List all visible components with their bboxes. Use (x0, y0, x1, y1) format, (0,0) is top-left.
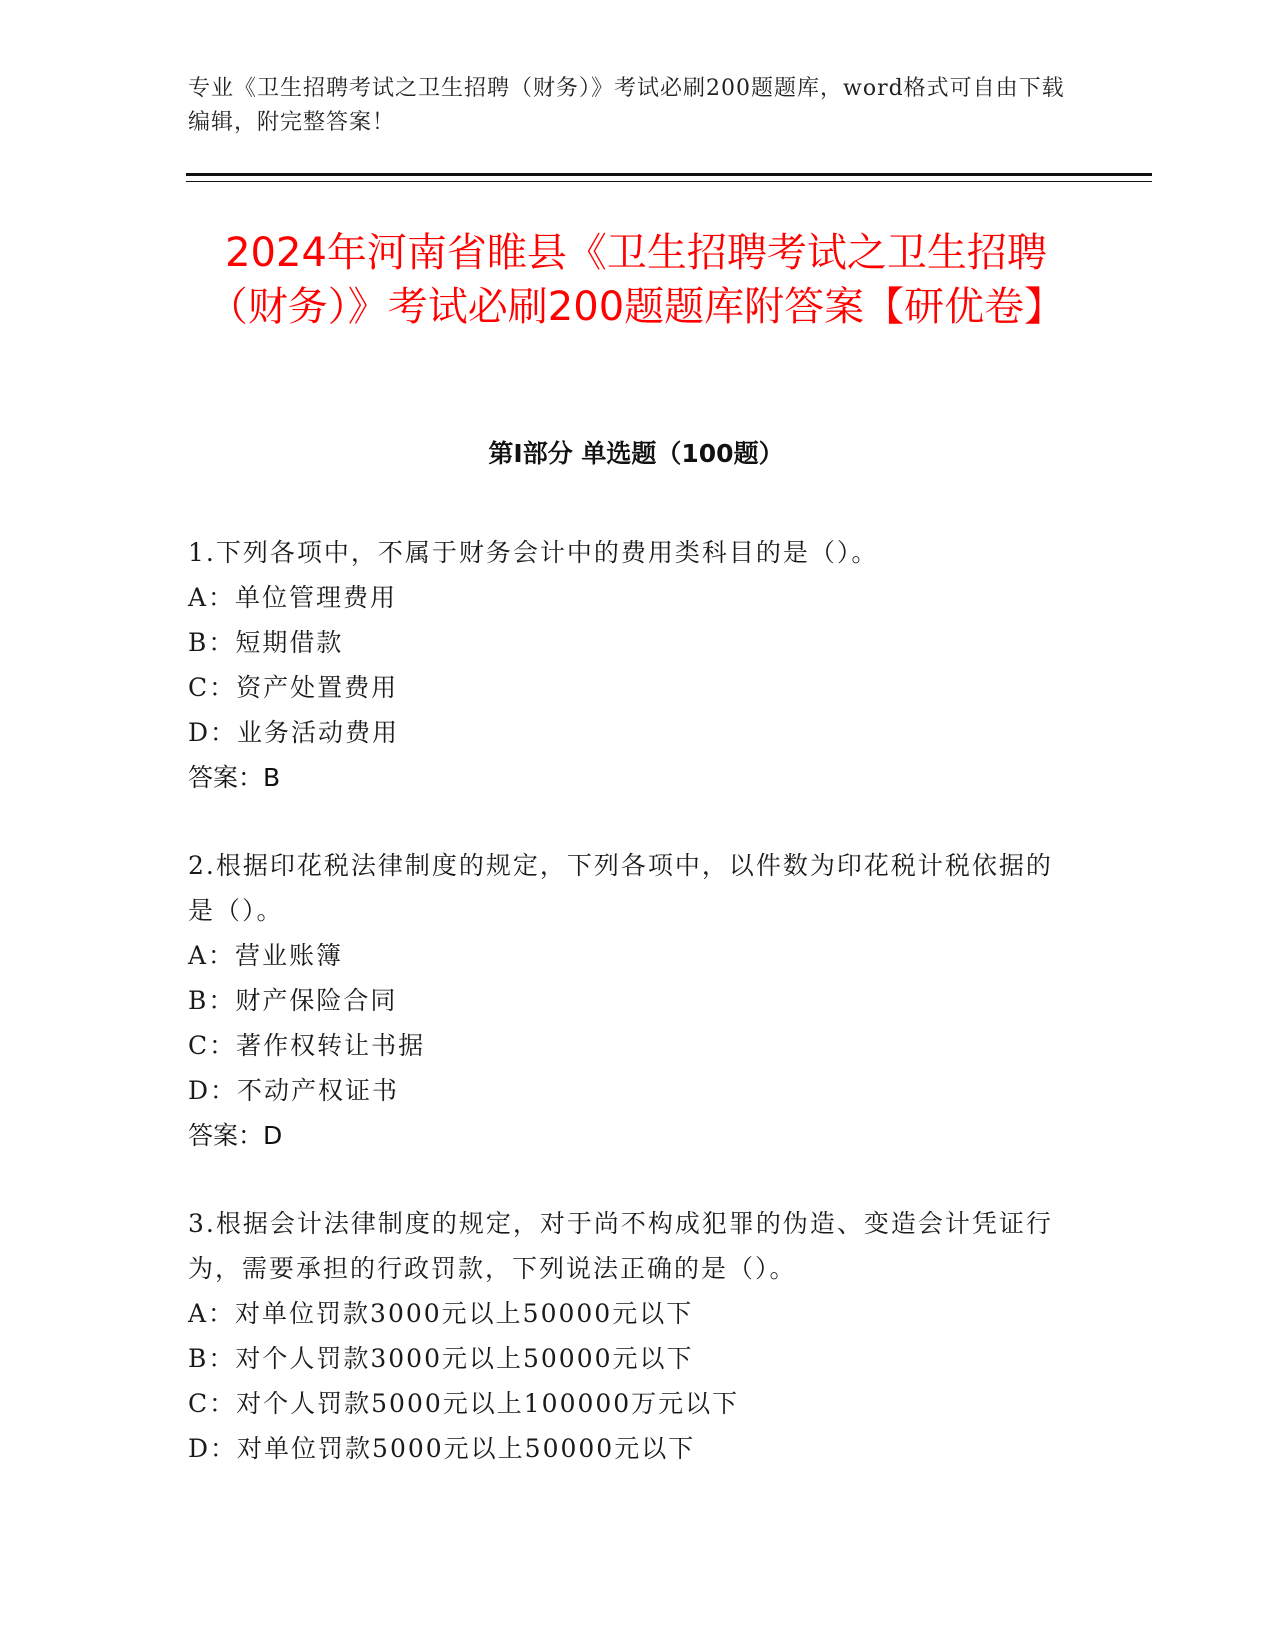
question-3 (188, 1201, 1068, 1471)
option-b: B：财产保险合同 (188, 986, 398, 1015)
header-note: 专业《卫生招聘考试之卫生招聘（财务）》考试必刷200题题库，word格式可自由下载编辑，附完整答案！ (188, 76, 1065, 135)
header-rule-thick (186, 173, 1152, 176)
option-b: B：对个人罚款3000元以上50000元以下 (188, 1344, 694, 1373)
option-a: A：单位管理费用 (188, 583, 398, 612)
option-d: D：业务活动费用 (188, 718, 400, 747)
question-1 (188, 530, 1068, 800)
option-a: A：对单位罚款3000元以上50000元以下 (188, 1299, 694, 1328)
answer: 答案：D (188, 1121, 283, 1150)
option-b: B：短期借款 (188, 628, 344, 657)
option-c: C：对个人罚款5000元以上100000万元以下 (188, 1389, 740, 1418)
option-d: D：不动产权证书 (188, 1076, 400, 1105)
header-rule-thin (186, 181, 1152, 182)
document-title: 2024年河南省睢县《卫生招聘考试之卫生招聘（财务）》考试必刷200题题库附答案【研优卷】 (207, 230, 1065, 330)
question-2 (188, 843, 1068, 1158)
section-title: 第Ⅰ部分 单选题（100题） (488, 439, 784, 468)
option-c: C：资产处置费用 (188, 673, 399, 702)
question-list (188, 530, 1068, 1514)
question-stem: 2.根据印花税法律制度的规定，下列各项中，以件数为印花税计税依据的是（）。 (188, 851, 1053, 925)
answer: 答案：B (188, 763, 281, 792)
option-a: A：营业账簿 (188, 941, 344, 970)
option-c: C：著作权转让书据 (188, 1031, 426, 1060)
option-d: D：对单位罚款5000元以上50000元以下 (188, 1434, 696, 1463)
question-stem: 3.根据会计法律制度的规定，对于尚不构成犯罪的伪造、变造会计凭证行为，需要承担的行政罚款，下列说法正确的是（）。 (188, 1209, 1053, 1283)
question-stem: 1.下列各项中，不属于财务会计中的费用类科目的是（）。 (188, 538, 879, 567)
